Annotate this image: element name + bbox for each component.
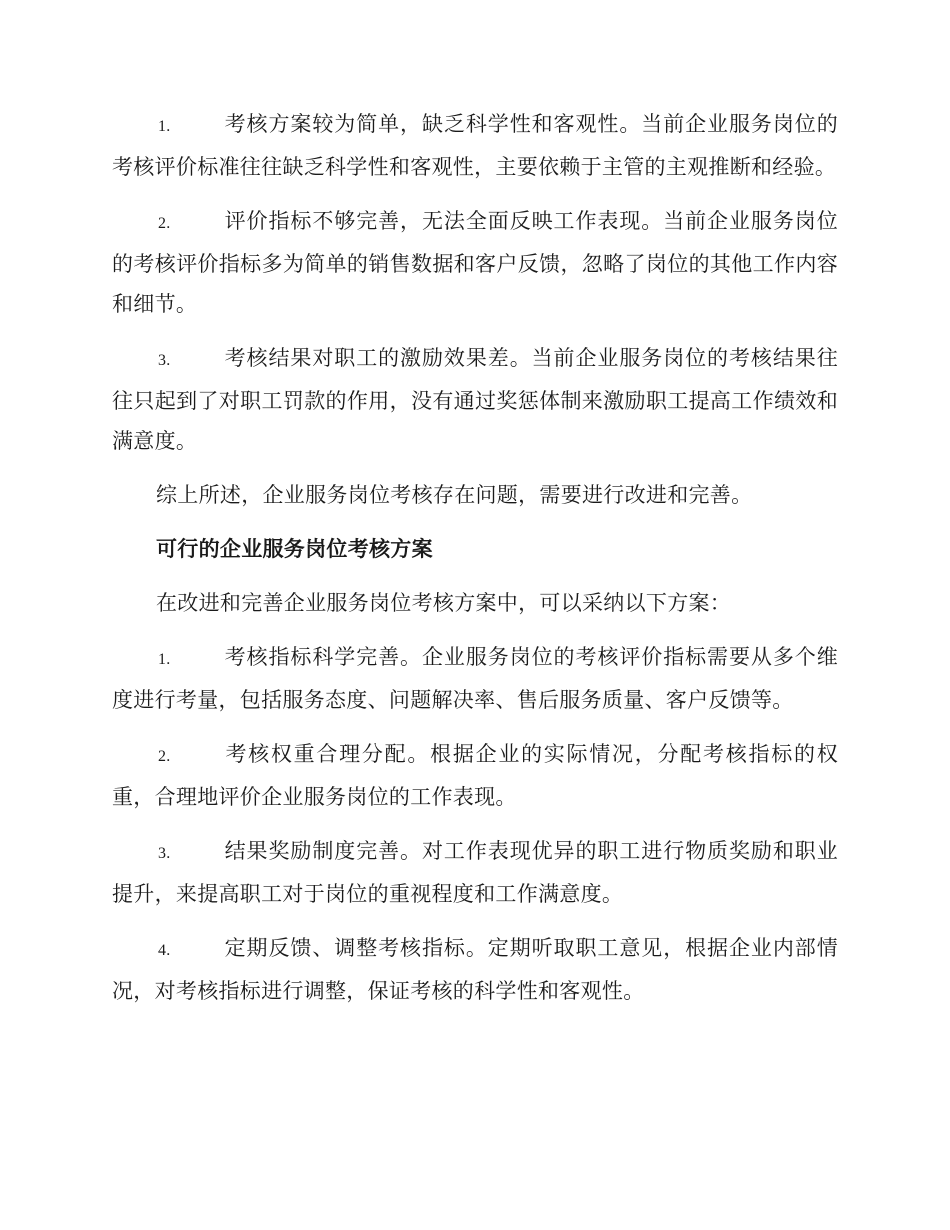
problem-item-3	[112, 338, 838, 461]
problem-item-2	[112, 201, 838, 324]
problem-text: 考核方案较为简单，缺乏科学性和客观性。当前企业服务岗位的考核评价标准往往缺乏科学性和客观性，主要依赖于主管的主观推断和经验。	[112, 112, 838, 179]
solution-text: 考核指标科学完善。企业服务岗位的考核评价指标需要从多个维度进行考量，包括服务态度、问题解决率、售后服务质量、客户反馈等。	[112, 645, 838, 712]
problem-item-1	[112, 104, 838, 187]
section-intro: 在改进和完善企业服务岗位考核方案中，可以采纳以下方案：	[156, 591, 732, 615]
list-number: 2.	[158, 748, 171, 765]
section-heading: 可行的企业服务岗位考核方案	[156, 537, 433, 561]
solution-item-3	[112, 831, 838, 914]
list-number: 3.	[158, 352, 171, 369]
solution-text: 考核权重合理分配。根据企业的实际情况，分配考核指标的权重，合理地评价企业服务岗位的工作表现。	[112, 742, 838, 809]
problem-text: 考核结果对职工的激励效果差。当前企业服务岗位的考核结果往往只起到了对职工罚款的作用，没有通过奖惩体制来激励职工提高工作绩效和满意度。	[112, 346, 838, 453]
solution-item-4	[112, 928, 838, 1011]
problem-text: 评价指标不够完善，无法全面反映工作表现。当前企业服务岗位的考核评价指标多为简单的销售数据和客户反馈，忽略了岗位的其他工作内容和细节。	[112, 209, 838, 316]
list-number: 3.	[158, 845, 171, 862]
solution-text: 结果奖励制度完善。对工作表现优异的职工进行物质奖励和职业提升，来提高职工对于岗位的重视程度和工作满意度。	[112, 839, 838, 906]
list-number: 2.	[158, 215, 171, 232]
document-body	[112, 104, 838, 1025]
summary-paragraph: 综上所述，企业服务岗位考核存在问题，需要进行改进和完善。	[156, 483, 753, 507]
solution-item-1	[112, 637, 838, 720]
list-number: 1.	[158, 651, 171, 668]
list-number: 1.	[158, 118, 171, 135]
solution-text: 定期反馈、调整考核指标。定期听取职工意见，根据企业内部情况，对考核指标进行调整，保证考核的科学性和客观性。	[112, 936, 838, 1003]
solution-item-2	[112, 734, 838, 817]
list-number: 4.	[158, 942, 171, 959]
